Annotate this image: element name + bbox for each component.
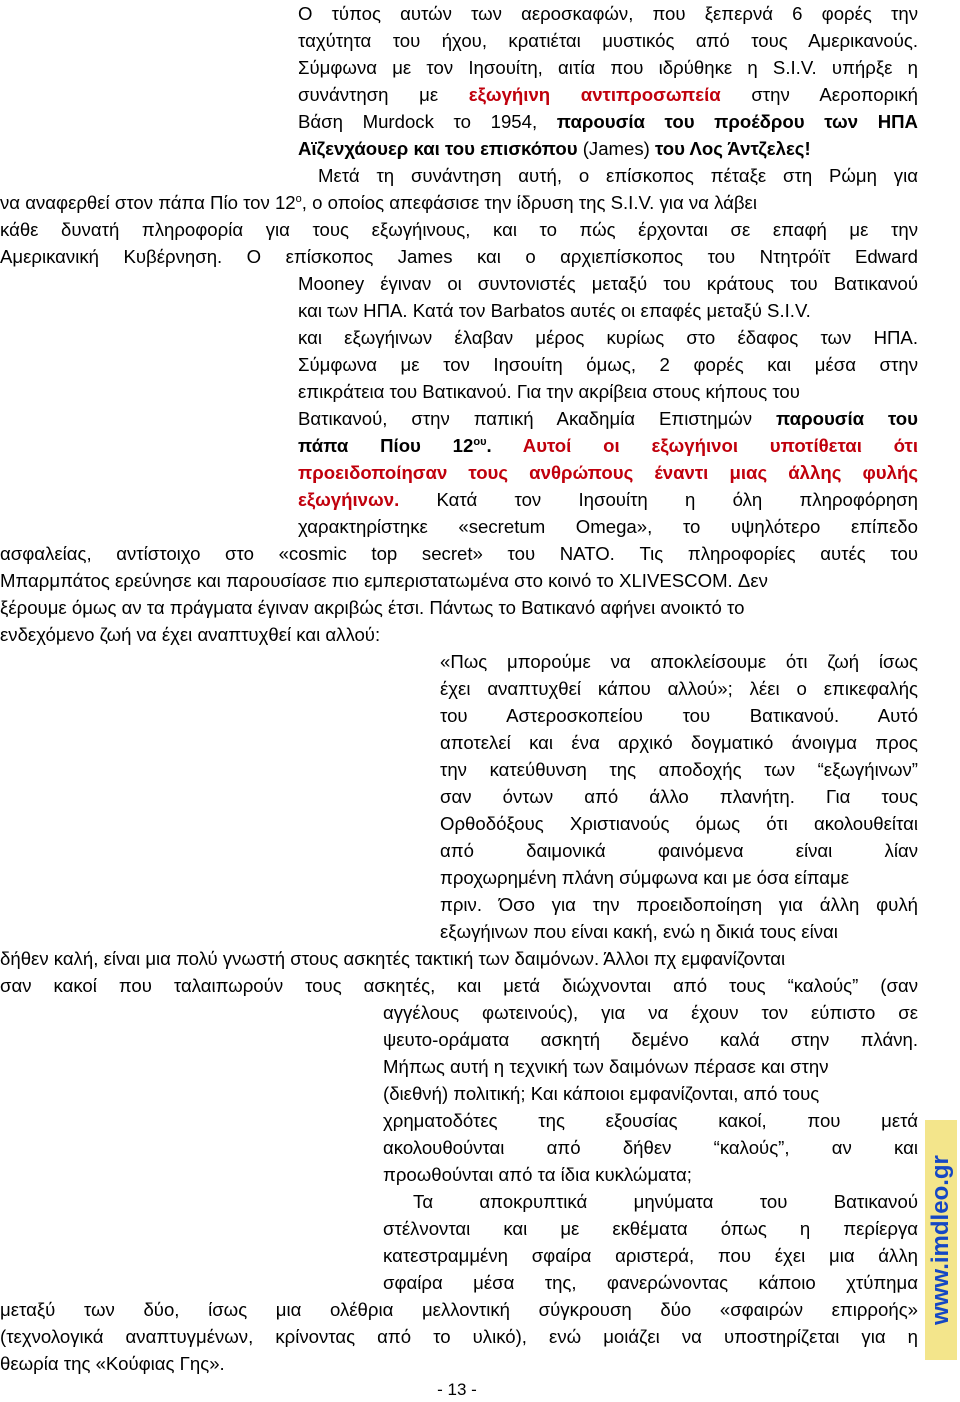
text-line (318, 162, 918, 189)
text-run: προωθούνται από τα ίδια κυκλώματα; (383, 1164, 692, 1185)
text-line (440, 648, 918, 675)
text-run: Αϊζενχάουερ και του επισκόπου (298, 138, 578, 159)
text-run: Τα αποκρυπτικά μηνύματα του Βατικανού (413, 1191, 918, 1212)
text-line (298, 351, 918, 378)
text-run: ακολουθούνται από δήθεν “καλούς”, αν και (383, 1137, 918, 1158)
text-run: έχει αναπτυχθεί κάπου αλλού»; λέει ο επικεφαλής (440, 678, 918, 699)
text-run: χρηματοδότες της εξουσίας κακοί, που μετά (383, 1110, 918, 1131)
text-run: ου (473, 435, 487, 448)
text-run: Σύμφωνα με τον Ιησουίτη όμως, 2 φορές και μέσα στην (298, 354, 918, 375)
text-run: και των ΗΠΑ. Κατά τον Barbatos αυτές οι επαφές μεταξύ S.I.V. (298, 300, 811, 321)
text-run: . (486, 435, 523, 456)
text-run: στέλνονται και με εκθέματα όπως η περίεργα (383, 1218, 918, 1239)
text-run: Μετά τη συνάντηση αυτή, ο επίσκοπος πέταξε στη Ρώμη για (318, 165, 918, 186)
text-line (440, 918, 918, 945)
text-run: πάπα Πίου 12 (298, 435, 474, 456)
text-run: Βατικανού, στην παπική Ακαδημία Επιστημών (298, 408, 776, 429)
text-line (383, 999, 918, 1026)
text-run: Ο τύπος αυτών των αεροσκαφών, που ξεπερνά 6 φορές την (298, 3, 918, 24)
text-run: θεωρία της «Κούφιας Γης». (0, 1353, 225, 1374)
text-run: Ορθοδόξους Χριστιανούς όμως ότι ακολουθείται (440, 813, 918, 834)
text-run: Βάση Murdock το 1954, (298, 111, 557, 132)
text-run: ψευτο-οράματα ασκητή δεμένο καλά στην πλάνη. (383, 1029, 918, 1050)
text-line (298, 432, 918, 459)
text-run: Mooney έγιναν οι συντονιστές μεταξύ του κράτους του Βατικανού (298, 273, 918, 294)
text-line (298, 297, 918, 324)
text-run: επικράτεια του Βατικανού. Για την ακρίβεια στους κήπους του (298, 381, 800, 402)
text-run: χαρακτηρίστηκε «secretum Omega», το υψηλότερο επίπεδο (298, 516, 918, 537)
text-line (298, 108, 918, 135)
text-line (298, 270, 918, 297)
text-run: παρουσία του προέδρου των ΗΠΑ (556, 111, 918, 132)
text-run: μεταξύ των δύο, ίσως μια ολέθρια μελλοντική σύγκρουση δύο «σφαιρών επιρροής» (0, 1299, 918, 1320)
text-line (440, 891, 918, 918)
text-run: Κατά τον Ιησουίτη η όλη πληροφόρηση (399, 489, 918, 510)
text-run: προχωρημένη πλάνη σύμφωνα και με όσα είπαμε (440, 867, 850, 888)
text-line (0, 594, 918, 621)
text-line (0, 1350, 918, 1377)
text-run: σαν κακοί που ταλαιπωρούν τους ασκητές, και μετά διώχνονται από τους “καλούς” (σαν (0, 975, 918, 996)
text-run: σφαίρα μέσα της, φανερώνοντας κάποιο χτύπημα (383, 1272, 918, 1293)
text-run: εξωγήινη αντιπροσωπεία (468, 84, 721, 105)
text-run: συνάντηση με (298, 84, 469, 105)
text-line (440, 702, 918, 729)
text-run: Μήπως αυτή η τεχνική των δαιμόνων πέρασε και στην (383, 1056, 829, 1077)
text-run: Μπαρμπάτος ερεύνησε και παρουσίασε πιο εμπεριστατωμένα στο κοινό το XLIVESCOM. Δεν (0, 570, 768, 591)
text-line (383, 1269, 918, 1296)
text-line (383, 1080, 918, 1107)
text-run: , ο οποίος απεφάσισε την ίδρυση της S.I.V. για να λάβει (301, 192, 757, 213)
text-run: κατεστραμμένη σφαίρα αριστερά, που έχει μια άλλη (383, 1245, 918, 1266)
text-line (413, 1188, 918, 1215)
text-line (298, 81, 918, 108)
text-run: ασφαλείας, αντίστοιχο στο «cosmic top secret» του NATO. Τις πληροφορίες αυτές του (0, 543, 918, 564)
text-run: Αυτοί οι εξωγήινοι υποτίθεται ότι (522, 435, 918, 456)
text-run: (διεθνή) πολιτική; Και κάποιοι εμφανίζονται, από τους (383, 1083, 820, 1104)
watermark-text: www.imdleo.gr (927, 1155, 954, 1325)
page-number: - 13 - (437, 1380, 477, 1399)
text-line (0, 567, 918, 594)
text-line (440, 783, 918, 810)
text-line (0, 1323, 918, 1350)
text-run: πριν. Όσο για την προειδοποίηση για άλλη φυλή (440, 894, 918, 915)
text-line (298, 459, 918, 486)
text-run: Αμερικανική Κυβέρνηση. Ο επίσκοπος James και ο αρχιεπίσκοπος του Ντητρόϊτ Edward (0, 246, 918, 267)
text-run: (James) (577, 138, 656, 159)
text-run: του Λος Άντζελες! (655, 138, 811, 159)
text-line (0, 189, 918, 216)
text-line (298, 486, 918, 513)
text-line (383, 1161, 918, 1188)
text-line (298, 27, 918, 54)
text-run: την κατεύθυνση της αποδοχής των “εξωγήινων” (440, 759, 918, 780)
text-run: κάθε δυνατή πληροφορία για τους εξωγήινους, και το πώς έρχονται σε επαφή με την (0, 219, 918, 240)
text-run: να αναφερθεί στον πάπα Πίο τον 12 (0, 192, 296, 213)
text-run: Σύμφωνα με τον Ιησουίτη, αιτία που ιδρύθηκε η S.I.V. υπήρξε η (298, 57, 918, 78)
text-line (440, 756, 918, 783)
text-line (440, 675, 918, 702)
text-run: στην Αεροπορική (720, 84, 918, 105)
text-line (298, 324, 918, 351)
text-run: εξωγήινων. (298, 489, 400, 510)
text-line (0, 972, 918, 999)
text-line (0, 621, 918, 648)
text-line (383, 1026, 918, 1053)
text-line (0, 945, 918, 972)
text-line (298, 378, 918, 405)
text-run: του Αστεροσκοπείου του Βατικανού. Αυτό (440, 705, 918, 726)
text-run: παρουσία του (775, 408, 918, 429)
text-line (298, 135, 918, 162)
text-line (440, 729, 918, 756)
text-line (383, 1242, 918, 1269)
text-line (440, 810, 918, 837)
text-line (383, 1053, 918, 1080)
text-run: ξέρουμε όμως αν τα πράγματα έγιναν ακριβώς έτσι. Πάντως το Βατικανό αφήνει ανοικτό το (0, 597, 745, 618)
text-line (383, 1107, 918, 1134)
text-line (298, 54, 918, 81)
text-run: ταχύτητα του ήχου, κρατιέται μυστικός από τους Αμερικανούς. (298, 30, 918, 51)
text-line (383, 1134, 918, 1161)
text-line (0, 1296, 918, 1323)
text-line (440, 837, 918, 864)
text-line (0, 216, 918, 243)
text-run: ο (295, 192, 302, 205)
text-line (383, 1215, 918, 1242)
text-run: ενδεχόμενο ζωή να έχει αναπτυχθεί και αλλού: (0, 624, 381, 645)
text-line (298, 513, 918, 540)
text-run: και εξωγήινων έλαβαν μέρος κυρίως στο έδαφος των ΗΠΑ. (298, 327, 918, 348)
watermark-banner (925, 1120, 957, 1360)
text-run: «Πως μπορούμε να αποκλείσουμε ότι ζωή ίσως (440, 651, 918, 672)
text-run: εξωγήινων που είναι κακή, ενώ η δικιά τους είναι (440, 921, 838, 942)
text-run: (τεχνολογικά αναπτυγμένων, κρίνοντας από το υλικό), ενώ μοιάζει να υποστηρίζεται για η (0, 1326, 918, 1347)
text-line (298, 0, 918, 27)
text-line (298, 405, 918, 432)
text-run: από δαιμονικά φαινόμενα είναι λίαν (440, 840, 918, 861)
text-line (0, 243, 918, 270)
text-run: αποτελεί και ένα αρχικό δογματικό άνοιγμα προς (440, 732, 918, 753)
text-run: προειδοποίησαν τους ανθρώπους έναντι μιας άλλης φυλής (298, 462, 918, 483)
text-run: σαν όντων από άλλο πλανήτη. Για τους (440, 786, 918, 807)
text-run: αγγέλους φωτεινούς), για να έχουν τον εύπιστο σε (383, 1002, 918, 1023)
text-run: δήθεν καλή, είναι μια πολύ γνωστή στους ασκητές τακτική των δαιμόνων. Άλλοι πχ εμφανίζονται (0, 948, 786, 969)
text-line (0, 540, 918, 567)
text-line (440, 864, 918, 891)
